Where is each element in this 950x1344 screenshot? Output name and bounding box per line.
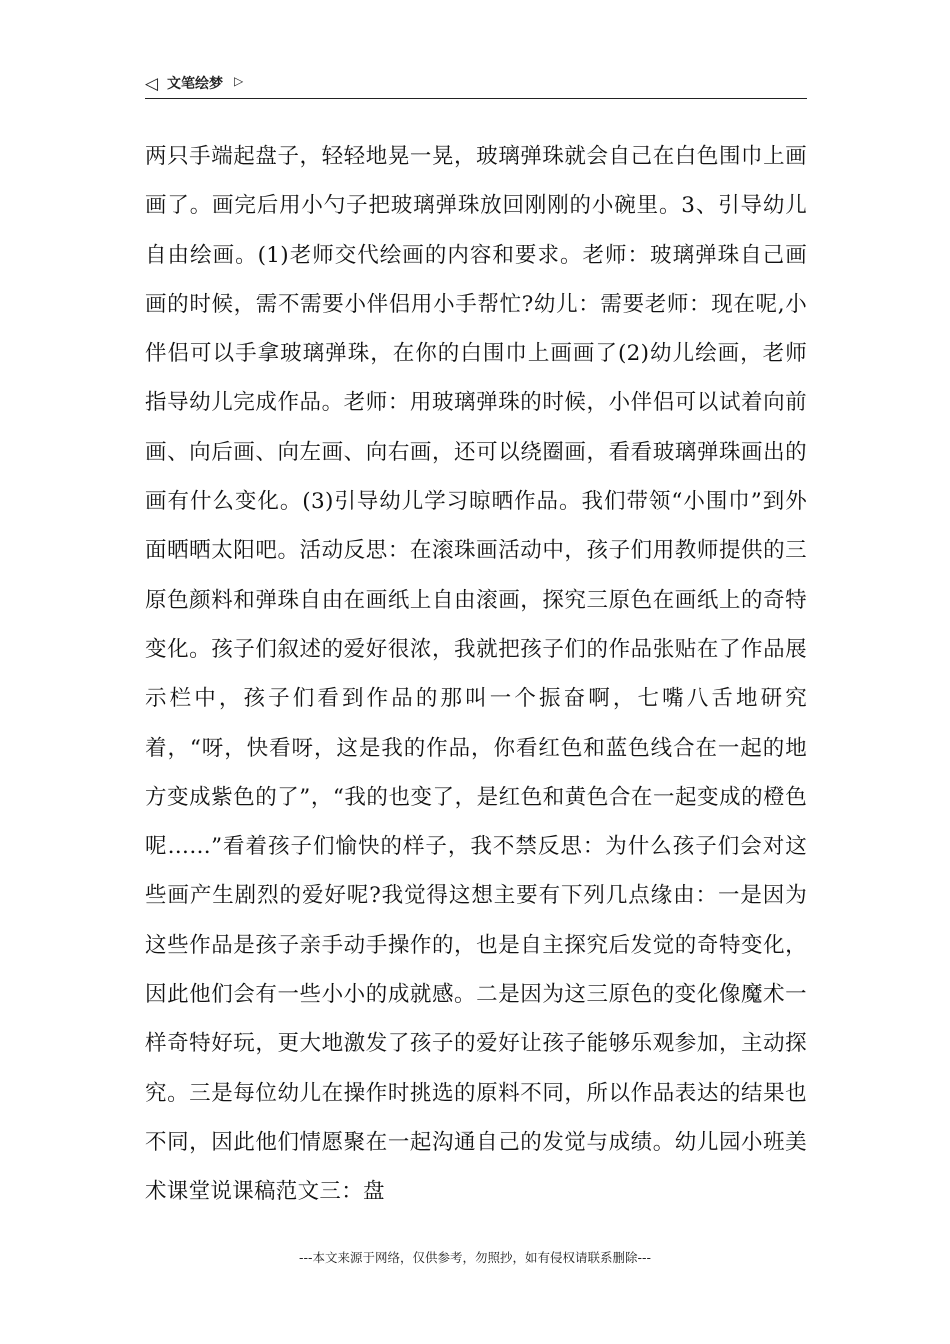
- body-paragraph: 两只手端起盘子，轻轻地晃一晃，玻璃弹珠就会自己在白色围巾上画画了。画完后用小勺子把玻璃弹珠放回刚刚的小碗里。3、引导幼儿自由绘画。(1)老师交代绘画的内容和要求。老师：玻璃弹珠自己画画的时候，需不需要小伴侣用小手帮忙?幼儿：需要老师：现在呢,小伴侣可以手拿玻璃弹珠，在你的白围巾上画画了(2)幼儿绘画，老师指导幼儿完成作品。老师：用玻璃弹珠的时候，小伴侣可以试着向前画、向后画、向左画、向右画，还可以绕圈画，看看玻璃弹珠画出的画有什么变化。(3)引导幼儿学习晾晒作品。我们带领“小围巾”到外面晒晒太阳吧。活动反思：在滚珠画活动中，孩子们用教师提供的三原色颜料和弹珠自由在画纸上自由滚画，探究三原色在画纸上的奇特变化。孩子们叙述的爱好很浓，我就把孩子们的作品张贴在了作品展示栏中，孩子们看到作品的那叫一个振奋啊，七嘴八舌地研究着，“呀，快看呀，这是我的作品，你看红色和蓝色线合在一起的地方变成紫色的了”，“我的也变了，是红色和黄色合在一起变成的橙色呢……”看着孩子们愉快的样子，我不禁反思：为什么孩子们会对这些画产生剧烈的爱好呢?我觉得这想主要有下列几点缘由：一是因为这些作品是孩子亲手动手操作的，也是自主探究后发觉的奇特变化，因此他们会有一些小小的成就感。二是因为这三原色的变化像魔术一样奇特好玩，更大地激发了孩子的爱好让孩子能够乐观参加，主动探究。三是每位幼儿在操作时挑选的原料不同，所以作品表达的结果也不同，因此他们情愿聚在一起沟通自己的发觉与成绩。幼儿园小班美术课堂说课稿范文三：盘: [145, 144, 807, 1205]
- triangle-right-icon: ▷: [234, 74, 244, 88]
- page-footer-disclaimer: ---本文来源于网络，仅供参考，勿照抄，如有侵权请联系删除---: [298, 1250, 652, 1265]
- header-title: 文笔绘梦: [167, 76, 223, 92]
- page-header: [145, 72, 807, 99]
- triangle-left-icon: ◁: [145, 74, 159, 94]
